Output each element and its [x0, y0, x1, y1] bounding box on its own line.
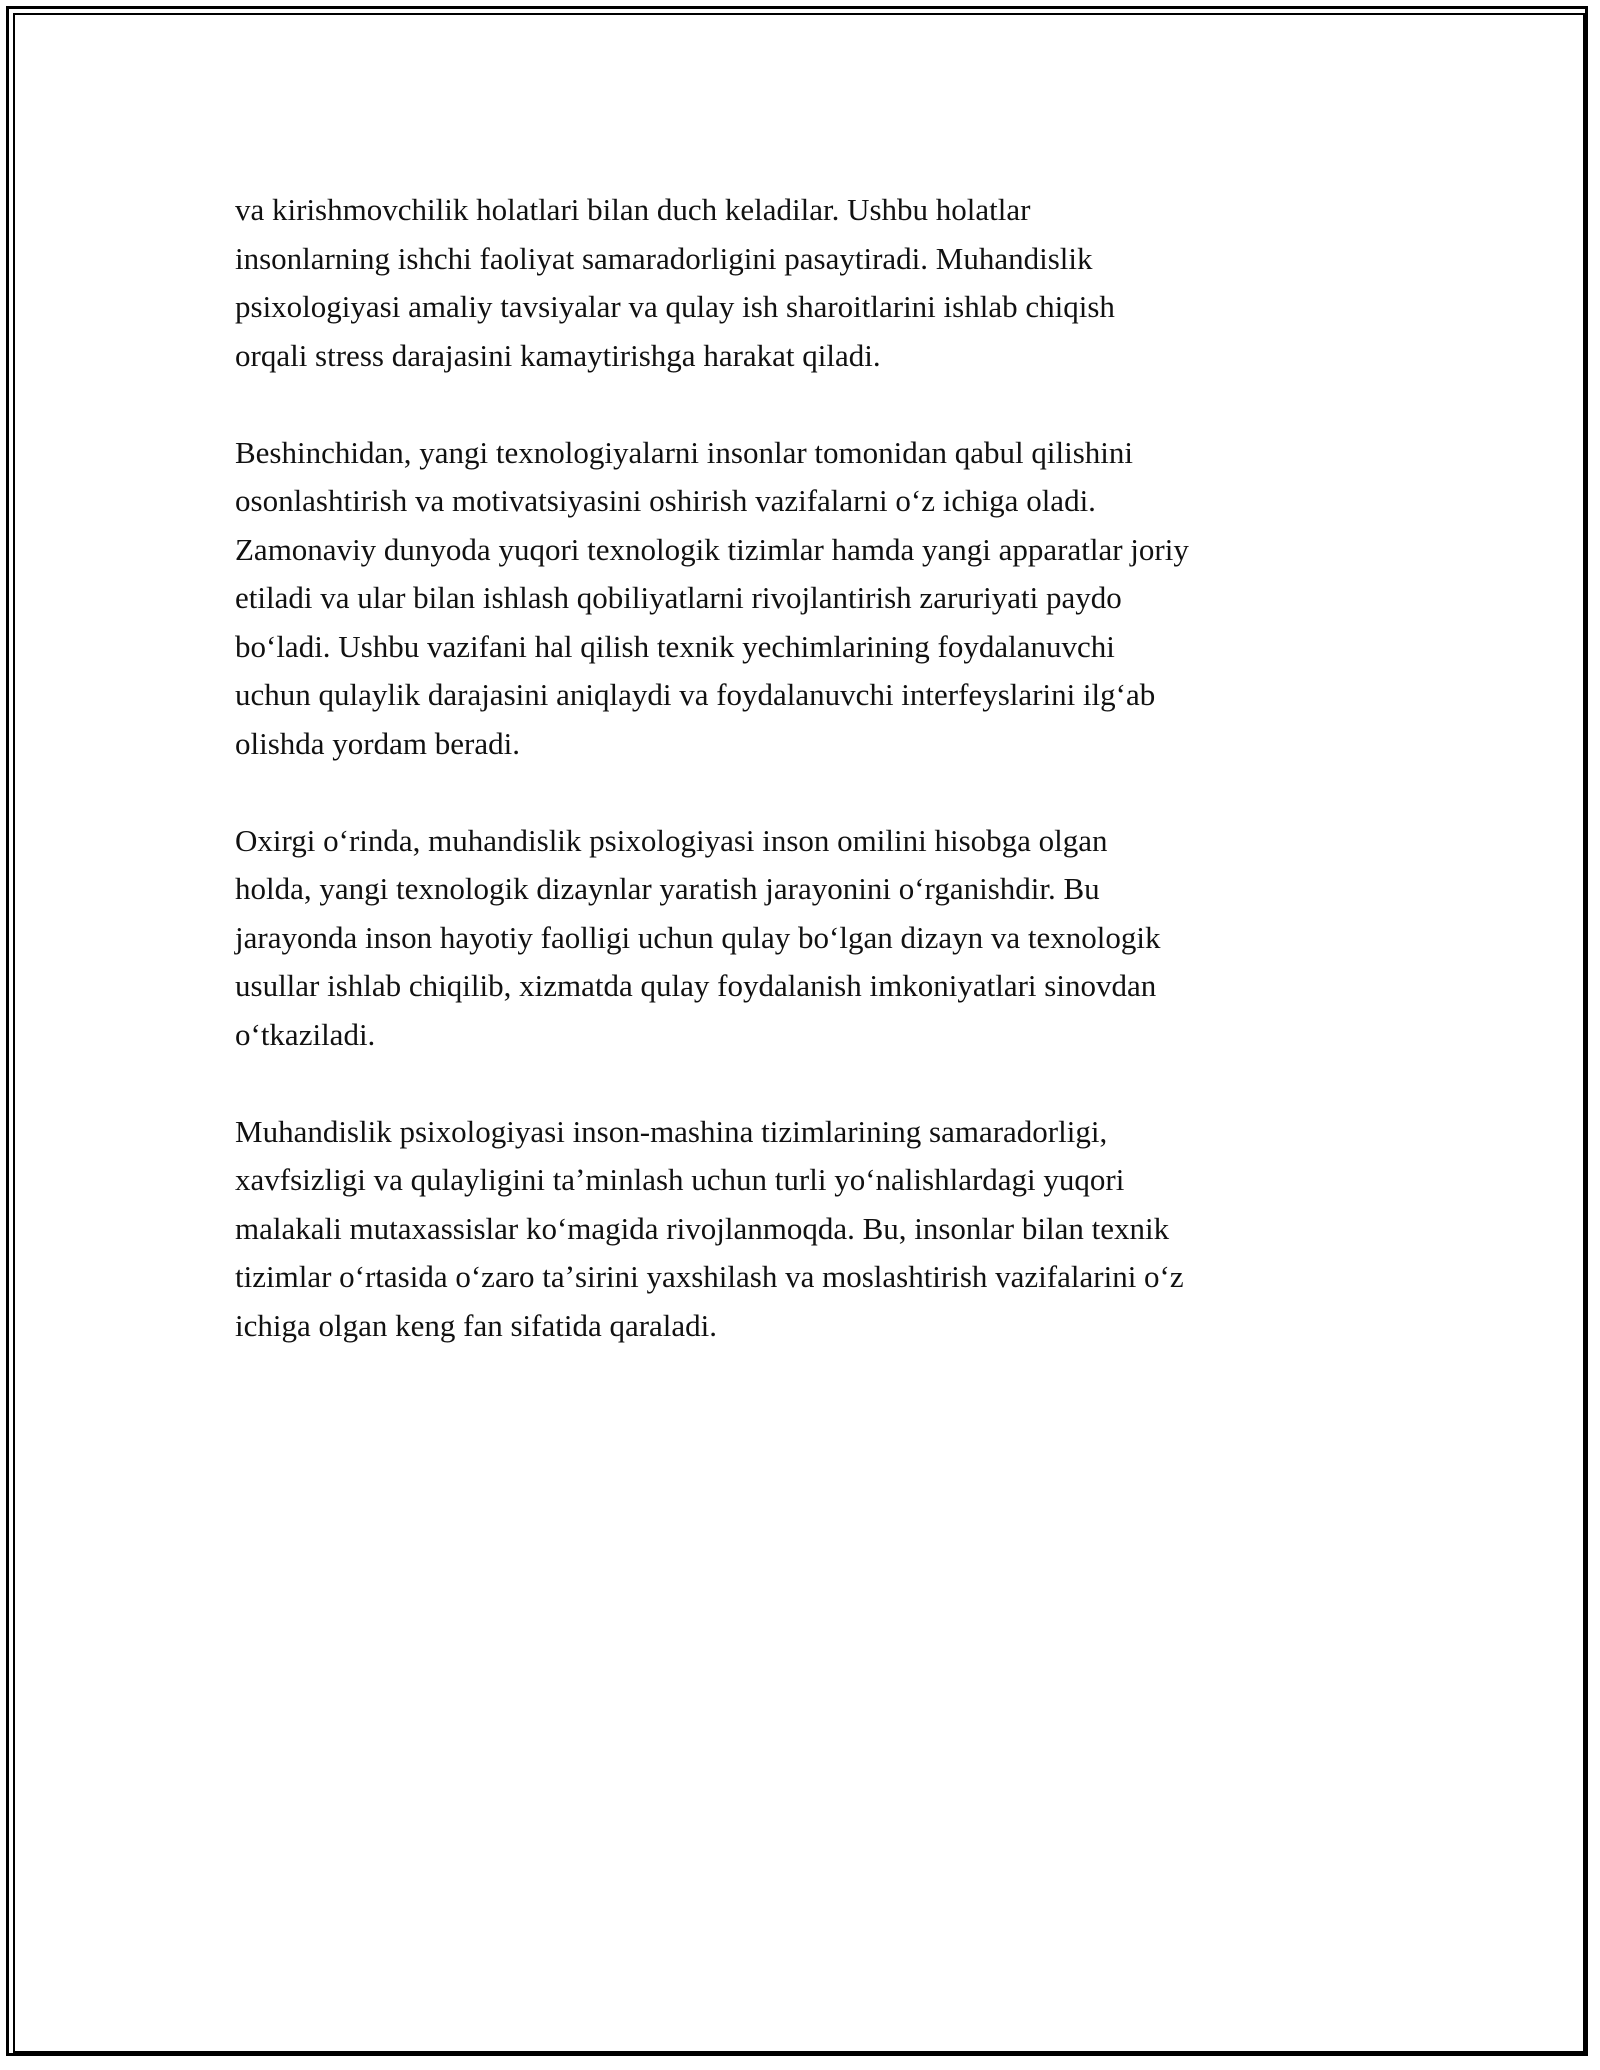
text-line: usullar ishlab chiqilib, xizmatda qulay foydalanish imkoniyatlari sinovdan	[235, 968, 1157, 1003]
paragraph-1	[235, 186, 1385, 380]
text-line: tizimlar oʻrtasida oʻzaro taʼsirini yaxshilash va moslashtirish vazifalarini oʻz	[235, 1259, 1184, 1294]
text-line: Zamonaviy dunyoda yuqori texnologik tizimlar hamda yangi apparatlar joriy	[235, 531, 1189, 567]
text-line: etiladi va ular bilan ishlash qobiliyatlarni rivojlantirish zaruriyati paydo	[235, 580, 1122, 615]
text-line: va kirishmovchilik holatlari bilan duch keladilar. Ushbu holatlar	[235, 192, 1031, 227]
text-line: malakali mutaxassislar koʻmagida rivojlanmoqda. Bu, insonlar bilan texnik	[235, 1210, 1170, 1246]
text-line: orqali stress darajasini kamaytirishga harakat qiladi.	[235, 337, 881, 373]
paragraph-4	[235, 1108, 1385, 1351]
paragraph-3	[235, 817, 1385, 1060]
text-line: holda, yangi texnologik dizaynlar yaratish jarayonini oʻrganishdir. Bu	[235, 871, 1100, 906]
text-line: Beshinchidan, yangi texnologiyalarni insonlar tomonidan qabul qilishini	[235, 434, 1134, 470]
text-line: uchun qulaylik darajasini aniqlaydi va foydalanuvchi interfeyslarini ilgʻab	[235, 677, 1156, 712]
document-body	[235, 186, 1385, 1399]
text-line: xavfsizligi va qulayligini taʼminlash uchun turli yoʻnalishlardagi yuqori	[235, 1162, 1125, 1197]
text-line: Muhandislik psixologiyasi inson-mashina tizimlarining samaradorligi,	[235, 1113, 1108, 1149]
text-line: ichiga olgan keng fan sifatida qaraladi.	[235, 1307, 718, 1343]
text-line: olishda yordam beradi.	[235, 725, 520, 761]
paragraph-2	[235, 429, 1385, 769]
text-line: boʻladi. Ushbu vazifani hal qilish texnik yechimlarining foydalanuvchi	[235, 628, 1115, 664]
text-line: Oxirgi oʻrinda, muhandislik psixologiyasi inson omilini hisobga olgan	[235, 822, 1108, 858]
text-line: psixologiyasi amaliy tavsiyalar va qulay ish sharoitlarini ishlab chiqish	[235, 289, 1115, 324]
text-line: jarayonda inson hayotiy faolligi uchun qulay boʻlgan dizayn va texnologik	[235, 919, 1161, 955]
text-line: insonlarning ishchi faoliyat samaradorligini pasaytiradi. Muhandislik	[235, 240, 1093, 276]
text-line: oʻtkaziladi.	[235, 1016, 376, 1052]
text-line: osonlashtirish va motivatsiyasini oshirish vazifalarni oʻz ichiga oladi.	[235, 483, 1096, 518]
